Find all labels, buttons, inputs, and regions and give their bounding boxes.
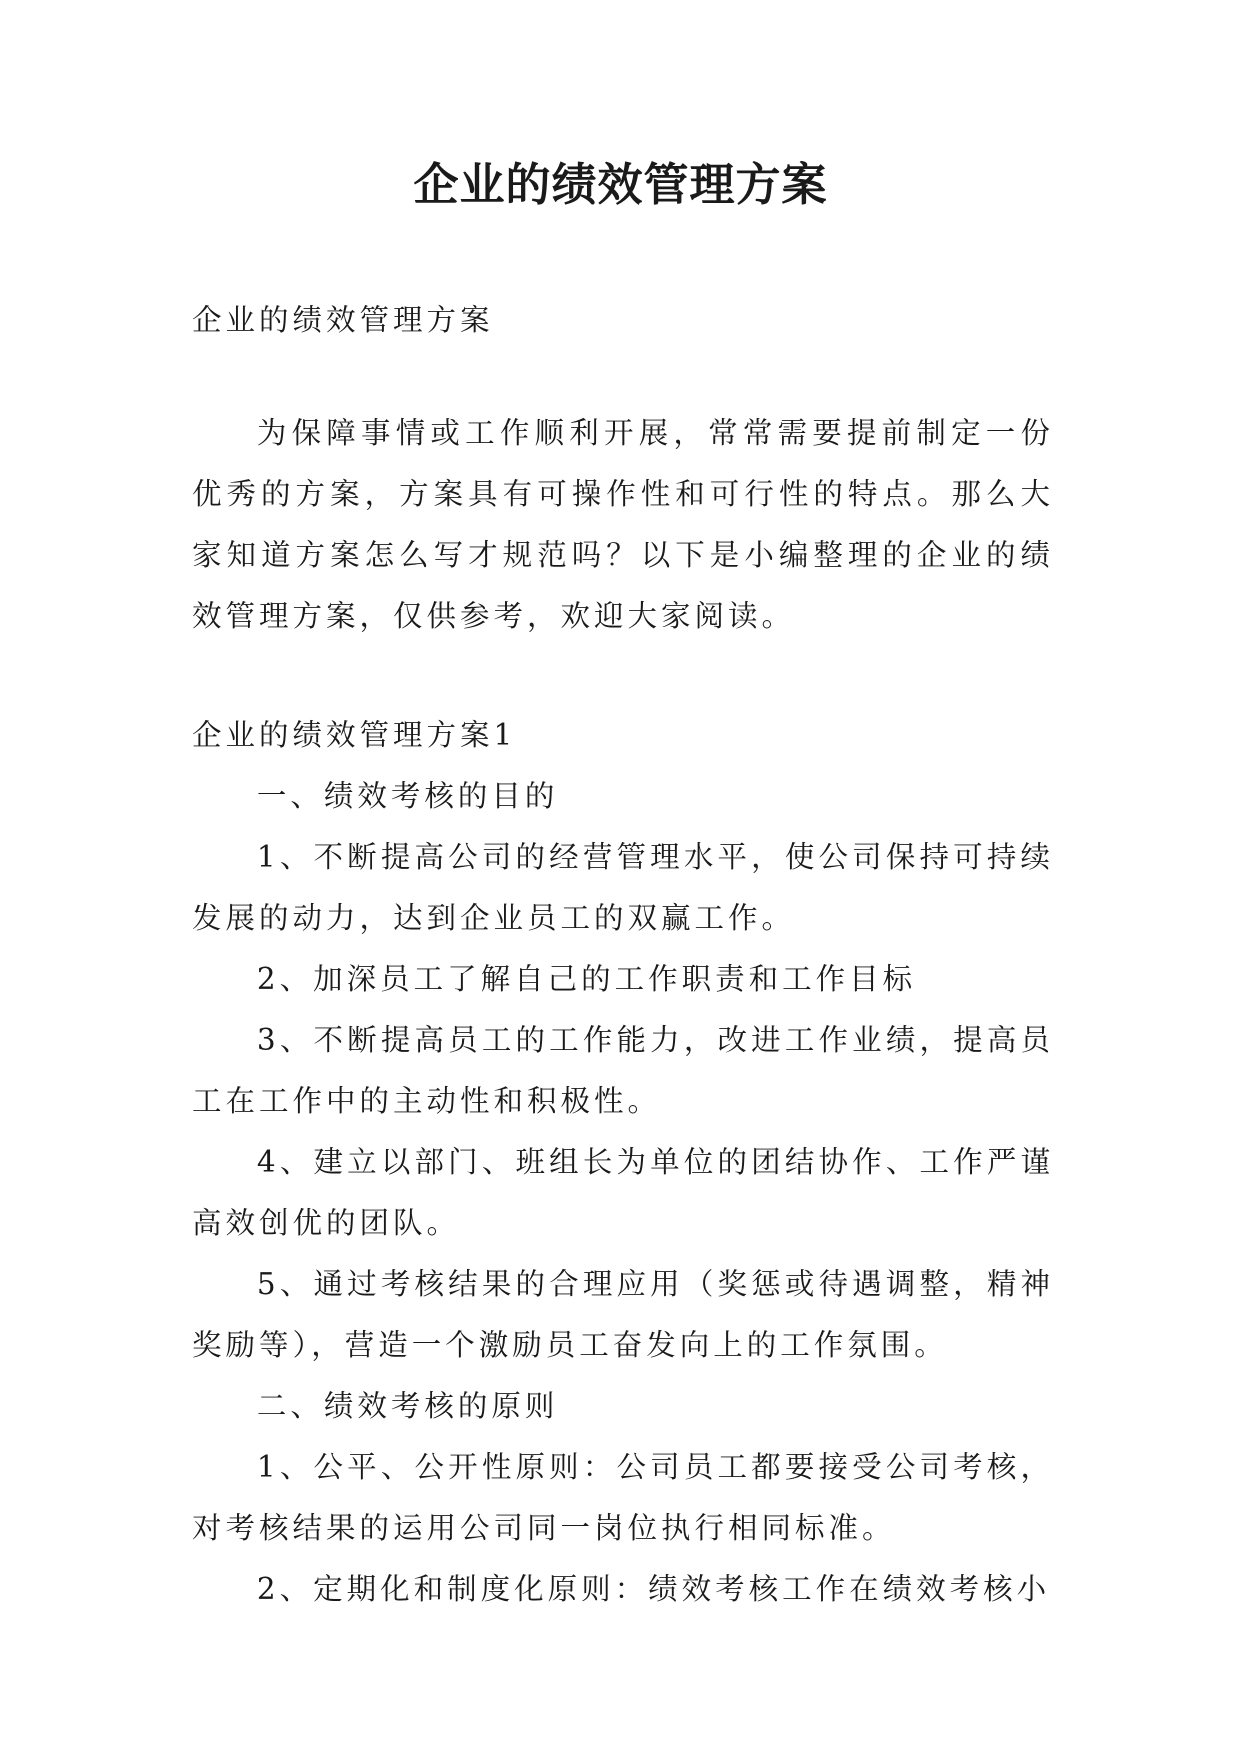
paragraph-item: 4、建立以部门、班组长为单位的团结协作、工作严谨高效创优的团队。 [192,1145,1054,1240]
purpose-heading: 一、绩效考核的目的 [256,779,559,813]
paragraph-item: 5、通过考核结果的合理应用（奖惩或待遇调整，精神奖励等），营造一个激励员工奋发向上的工作氛围。 [192,1267,1054,1362]
paragraph-item: 1、公平、公开性原则：公司员工都要接受公司考核，对考核结果的运用公司同一岗位执行相同标准。 [192,1450,1054,1545]
paragraph-item: 2、加深员工了解自己的工作职责和工作目标 [256,962,917,996]
principles-heading: 二、绩效考核的原则 [256,1389,559,1423]
paragraph-item: 1、不断提高公司的经营管理水平，使公司保持可持续发展的动力，达到企业员工的双赢工作。 [192,840,1054,935]
document-title: 企业的绩效管理方案 [413,158,828,211]
paragraph-item: 3、不断提高员工的工作能力，改进工作业绩，提高员工在工作中的主动性和积极性。 [192,1023,1054,1118]
document-body [192,290,1054,1620]
document-subtitle: 企业的绩效管理方案 [192,303,494,337]
intro-paragraph: 为保障事情或工作顺利开展，常常需要提前制定一份优秀的方案，方案具有可操作性和可行性的特点。那么大家知道方案怎么写才规范吗？以下是小编整理的企业的绩效管理方案，仅供参考，欢迎大家阅读。 [192,416,1054,633]
paragraph-item: 2、定期化和制度化原则：绩效考核工作在绩效考核小 [256,1572,1051,1606]
section-heading: 企业的绩效管理方案1 [192,718,517,752]
